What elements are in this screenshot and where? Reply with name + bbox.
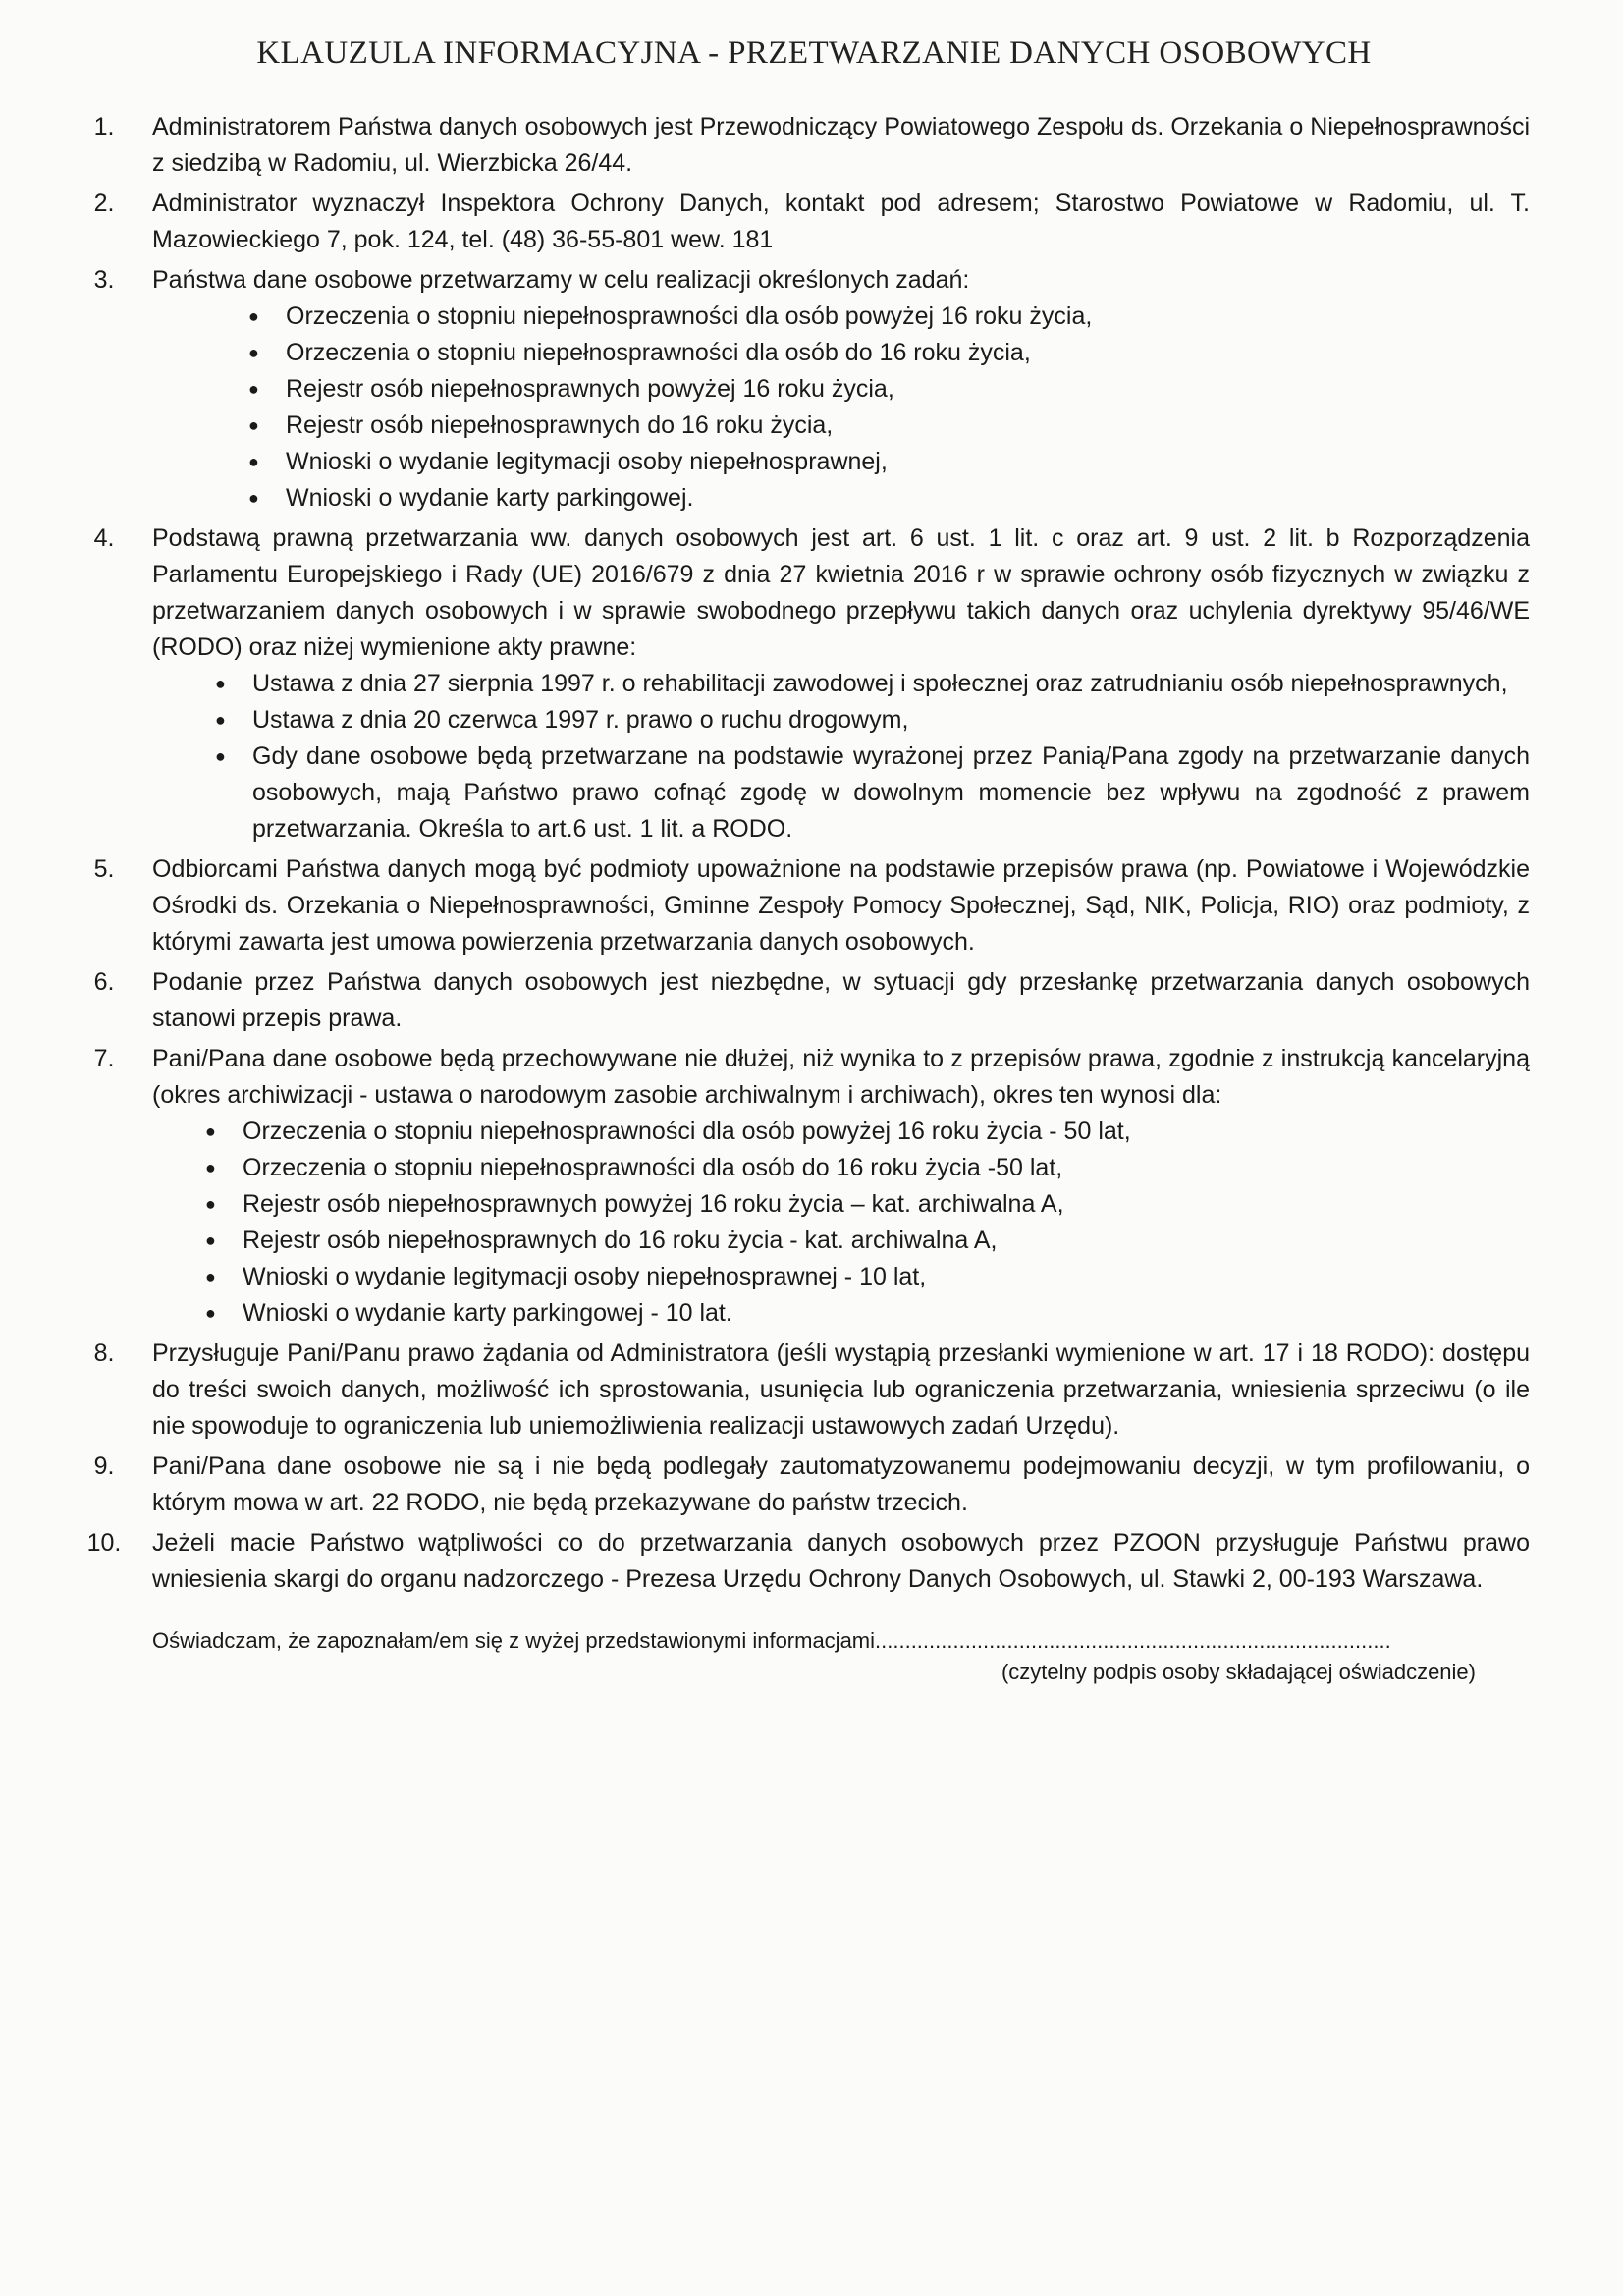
bullet-icon: ● (248, 379, 259, 399)
clause-item-10 (79, 1525, 1530, 1598)
bullet-icon: ● (205, 1194, 216, 1214)
bullet-icon: ● (248, 343, 259, 362)
clause-text: Podstawą prawną przetwarzania ww. danych osobowych jest art. 6 ust. 1 lit. c oraz art. 9 ust. 2 lit. b Rozporządzenia Parlamentu Europejskiego i Rady (UE) 2016/679 z dnia 27 kwietnia 2016 r w sprawie ochrony osób fizycznych w związku z przetwarzaniem danych osobowych i w sprawie swobodnego przepływu takich danych oraz uchylenia dyrektywy 95/46/WE (RODO) oraz niżej wymienione akty prawne: (152, 524, 1530, 661)
list-item: ● Wnioski o wydanie karty parkingowej - 10 lat. (203, 1295, 1530, 1332)
clause-number: 1. (93, 113, 115, 140)
list-item: ● Wnioski o wydanie legitymacji osoby niepełnosprawnej - 10 lat, (203, 1259, 1530, 1295)
clause-number: 7. (93, 1045, 115, 1072)
task-list (152, 299, 1530, 517)
list-item: ● Gdy dane osobowe będą przetwarzane na podstawie wyrażonej przez Panią/Pana zgody na przetwarzanie danych osobowych, mają Państwo prawo cofnąć zgodę w dowolnym momencie bez wpływu na zgodność z prawem przetwarzania. Określa to art.6 ust. 1 lit. a RODO. (213, 738, 1530, 847)
list-item: ● Rejestr osób niepełnosprawnych do 16 roku życia, (246, 408, 1530, 444)
clause-number: 4. (93, 524, 115, 552)
list-item: ● Orzeczenia o stopniu niepełnosprawności dla osób powyżej 16 roku życia, (246, 299, 1530, 335)
list-item: ● Rejestr osób niepełnosprawnych powyżej 16 roku życia – kat. archiwalna A, (203, 1186, 1530, 1223)
bullet-icon: ● (248, 488, 259, 508)
clause-item-7 (79, 1041, 1530, 1332)
clause-text: Pani/Pana dane osobowe będą przechowywane nie dłużej, niż wynika to z przepisów prawa, zgodnie z instrukcją kancelaryjną (okres archiwizacji - ustawa o narodowym zasobie archiwalnym i archiwach), okres ten wynosi dla: (152, 1045, 1530, 1109)
clause-text: Administratorem Państwa danych osobowych jest Przewodniczący Powiatowego Zespołu ds. Orzekania o Niepełnosprawności z siedzibą w Radomiu, ul. Wierzbicka 26/44. (152, 113, 1530, 177)
bullet-icon: ● (248, 306, 259, 326)
list-item: ● Orzeczenia o stopniu niepełnosprawności dla osób do 16 roku życia -50 lat, (203, 1150, 1530, 1186)
bullet-icon: ● (248, 452, 259, 471)
list-item: ● Orzeczenia o stopniu niepełnosprawności dla osób do 16 roku życia, (246, 335, 1530, 371)
clause-text: Jeżeli macie Państwo wątpliwości co do przetwarzania danych osobowych przez PZOON przysługuje Państwu prawo wniesienia skargi do organu nadzorczego - Prezesa Urzędu Ochrony Danych Osobowych, ul. Stawki 2, 00-193 Warszawa. (152, 1529, 1530, 1593)
clause-item-8 (79, 1336, 1530, 1445)
list-item: ● Wnioski o wydanie legitymacji osoby niepełnosprawnej, (246, 444, 1530, 480)
list-item: ● Orzeczenia o stopniu niepełnosprawności dla osób powyżej 16 roku życia - 50 lat, (203, 1114, 1530, 1150)
list-item: ● Wnioski o wydanie karty parkingowej. (246, 480, 1530, 517)
clause-number: 2. (93, 190, 115, 217)
clause-number: 10. (86, 1529, 122, 1557)
bullet-icon: ● (215, 746, 226, 766)
clause-text: Podanie przez Państwa danych osobowych jest niezbędne, w sytuacji gdy przesłankę przetwarzania danych osobowych stanowi przepis prawa. (152, 968, 1530, 1032)
clause-number: 8. (93, 1339, 115, 1367)
clause-item-9 (79, 1449, 1530, 1521)
clause-item-6 (79, 964, 1530, 1037)
bullet-icon: ● (205, 1121, 216, 1141)
list-item: ● Rejestr osób niepełnosprawnych do 16 roku życia - kat. archiwalna A, (203, 1223, 1530, 1259)
bullet-icon: ● (205, 1267, 216, 1286)
bullet-icon: ● (205, 1303, 216, 1323)
clause-item-4 (79, 520, 1530, 847)
clause-item-3 (79, 262, 1530, 517)
bullet-icon: ● (248, 415, 259, 435)
signature-caption: (czytelny podpis osoby składającej oświadczenie) (1001, 1660, 1476, 1684)
clause-text: Pani/Pana dane osobowe nie są i nie będą podlegały zautomatyzowanemu podejmowaniu decyzji, w tym profilowaniu, o którym mowa w art. 22 RODO, nie będą przekazywane do państw trzecich. (152, 1452, 1530, 1516)
clause-item-2 (79, 186, 1530, 258)
clause-item-5 (79, 851, 1530, 960)
list-item: ● Rejestr osób niepełnosprawnych powyżej 16 roku życia, (246, 371, 1530, 408)
clause-item-1 (79, 109, 1530, 182)
retention-list (152, 1114, 1530, 1332)
clause-text: Odbiorcami Państwa danych mogą być podmioty upoważnione na podstawie przepisów prawa (np. Powiatowe i Wojewódzkie Ośrodki ds. Orzekania o Niepełnosprawności, Gminne Zespoły Pomocy Społecznej, Sąd, NIK, Policja, RIO) oraz podmioty, z którymi zawarta jest umowa powierzenia przetwarzania danych osobowych. (152, 855, 1530, 956)
bullet-icon: ● (205, 1230, 216, 1250)
list-item: ● Ustawa z dnia 20 czerwca 1997 r. prawo o ruchu drogowym, (213, 702, 1530, 738)
clause-text: Państwa dane osobowe przetwarzamy w celu realizacji określonych zadań: (152, 266, 970, 294)
clause-number: 5. (93, 855, 115, 883)
clause-number: 3. (93, 266, 115, 294)
bullet-icon: ● (205, 1158, 216, 1177)
list-item: ● Ustawa z dnia 27 sierpnia 1997 r. o rehabilitacji zawodowej i społecznej oraz zatrudnianiu osób niepełnosprawnych, (213, 666, 1530, 702)
clause-text: Przysługuje Pani/Panu prawo żądania od Administratora (jeśli wystąpią przesłanki wymienione w art. 17 i 18 RODO): dostępu do treści swoich danych, możliwość ich sprostowania, usunięcia lub ograniczenia przetwarzania, wniesienia sprzeciwu (o ile nie spowoduje to ograniczenia lub uniemożliwienia realizacji ustawowych zadań Urzędu). (152, 1339, 1530, 1440)
bullet-icon: ● (215, 674, 226, 693)
clause-list (79, 109, 1530, 1598)
declaration-line: Oświadczam, że zapoznałam/em się z wyżej przedstawionymi informacjami...................................................................................... (152, 1628, 1391, 1653)
page-title: KLAUZULA INFORMACYJNA - PRZETWARZANIE DANYCH OSOBOWYCH (256, 35, 1372, 71)
bullet-icon: ● (215, 710, 226, 730)
legal-basis-list (152, 666, 1530, 847)
clause-number: 6. (93, 968, 115, 996)
clause-text: Administrator wyznaczył Inspektora Ochrony Danych, kontakt pod adresem; Starostwo Powiatowe w Radomiu, ul. T. Mazowieckiego 7, pok. 124, tel. (48) 36-55-801 wew. 181 (152, 190, 1530, 253)
clause-number: 9. (93, 1452, 115, 1480)
